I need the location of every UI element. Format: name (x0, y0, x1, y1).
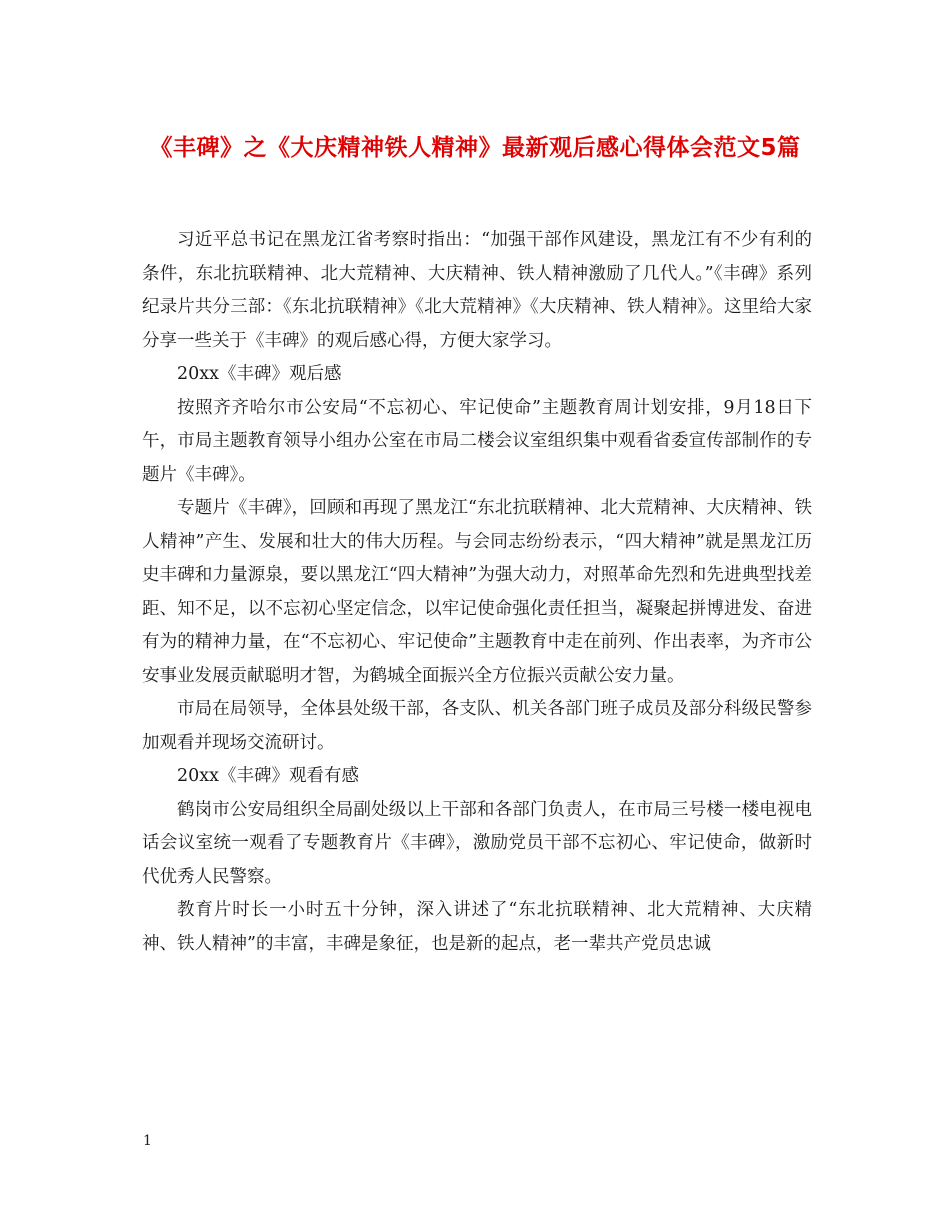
section-heading: 20xx《丰碑》观后感 (177, 364, 342, 384)
page-number: 1 (143, 1133, 152, 1149)
section-heading: 20xx《丰碑》观看有感 (177, 766, 360, 786)
paragraph: 市局在局领导，全体县处级干部，各支队、机关各部门班子成员及部分科级民警参加观看并现场交流研讨。 (142, 699, 812, 753)
document-body (142, 224, 812, 961)
paragraph: 按照齐齐哈尔市公安局“不忘初心、牢记使命”主题教育周计划安排，9月18日下午，市局主题教育领导小组办公室在市局二楼会议室组织集中观看省委宣传部制作的专题片《丰碑》。 (142, 397, 812, 485)
paragraph: 专题片《丰碑》，回顾和再现了黑龙江“东北抗联精神、北大荒精神、大庆精神、铁人精神”产生、发展和壮大的伟大历程。与会同志纷纷表示，“四大精神”就是黑龙江历史丰碑和力量源泉，要以黑龙江“四大精神”为强大动力，对照革命先烈和先进典型找差距、知不足，以不忘初心坚定信念，以牢记使命强化责任担当，凝聚起拼博进发、奋进有为的精神力量，在“不忘初心、牢记使命”主题教育中走在前列、作出表率，为齐市公安事业发展贡献聪明才智，为鹤城全面振兴全方位振兴贡献公安力量。 (142, 498, 812, 686)
paragraph: 习近平总书记在黑龙江省考察时指出：“加强干部作风建设，黑龙江有不少有利的条件，东北抗联精神、北大荒精神、大庆精神、铁人精神激励了几代人。”《丰碑》系列纪录片共分三部：《东北抗联精神》《北大荒精神》《大庆精神、铁人精神》。这里给大家分享一些关于《丰碑》的观后感心得，方便大家学习。 (142, 230, 812, 351)
paragraph: 教育片时长一小时五十分钟，深入讲述了“东北抗联精神、北大荒精神、大庆精神、铁人精神”的丰富，丰碑是象征，也是新的起点，老一辈共产党员忠诚 (142, 900, 812, 954)
document-title: 《丰碑》之《大庆精神铁人精神》最新观后感心得体会范文5篇 (149, 135, 801, 161)
paragraph: 鹤岗市公安局组织全局副处级以上干部和各部门负责人，在市局三号楼一楼电视电话会议室统一观看了专题教育片《丰碑》，激励党员干部不忘初心、牢记使命，做新时代优秀人民警察。 (142, 799, 812, 887)
